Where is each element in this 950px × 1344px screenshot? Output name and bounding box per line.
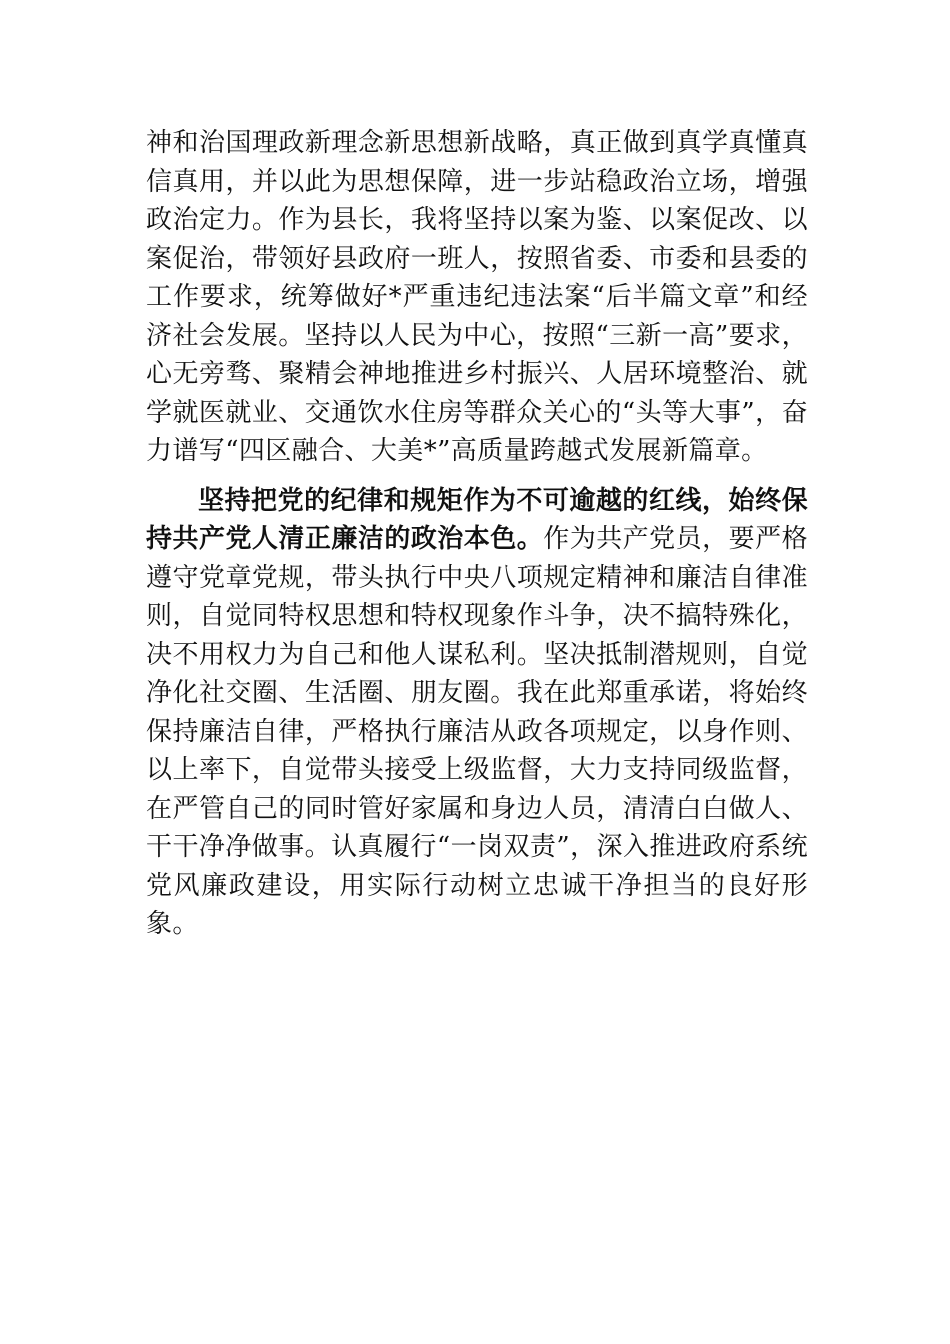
paragraph-text: 作为共产党员，要严格遵守党章党规，带头执行中央八项规定精神和廉洁自律准则，自觉同特权思想和特权现象作斗争，决不搞特殊化，决不用权力为自己和他人谋私利。坚决抵制潜规则，自觉净化社交圈、生活圈、朋友圈。我在此郑重承诺，将始终保持廉洁自律，严格执行廉洁从政各项规定，以身作则、以上率下，自觉带头接受上级监督，大力支持同级监督，在严管自己的同时管好家属和身边人员，清清白白做人、干干净净做事。认真履行“一岗双责”，深入推进政府系统党风廉政建设，用实际行动树立忠诚干净担当的良好形象。	[146, 524, 808, 939]
paragraph-bold-lead: 坚持把党的纪律和规矩作为不可逾越的红线，始终保持共产党人清正廉洁的政治本色。	[146, 485, 808, 554]
document-body	[146, 124, 808, 944]
paragraph-discipline	[146, 482, 808, 944]
paragraph-continuation	[146, 124, 808, 471]
paragraph-text: 神和治国理政新理念新思想新战略，真正做到真学真懂真信真用，并以此为思想保障，进一步站稳政治立场，增强政治定力。作为县长，我将坚持以案为鉴、以案促改、以案促治，带领好县政府一班人，按照省委、市委和县委的工作要求，统筹做好*严重违纪违法案“后半篇文章”和经济社会发展。坚持以人民为中心，按照“三新一高”要求，心无旁骛、聚精会神地推进乡村振兴、人居环境整治、就学就医就业、交通饮水住房等群众关心的“头等大事”，奋力谱写“四区融合、大美*”高质量跨越式发展新篇章。	[146, 128, 808, 466]
